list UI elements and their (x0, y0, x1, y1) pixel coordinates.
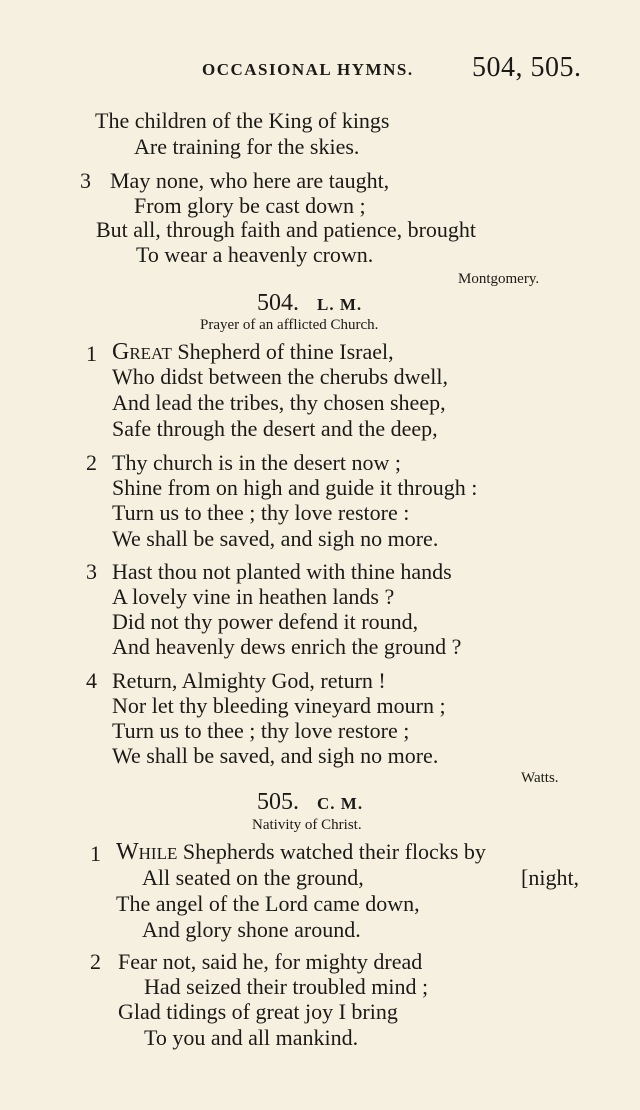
hymn-line: And lead the tribes, thy chosen sheep, (112, 390, 446, 415)
hymn-line: Are training for the skies. (134, 134, 360, 159)
page-numbers: 504, 505. (472, 52, 582, 83)
hymn-line: The angel of the Lord came down, (116, 891, 420, 916)
line-rest: Shepherd of thine Israel, (171, 339, 394, 364)
author-attribution: Montgomery. (458, 271, 540, 287)
hymn-line: A lovely vine in heathen lands ? (112, 584, 395, 609)
hymn-line: Return, Almighty God, return ! (112, 668, 386, 693)
hymn-line: We shall be saved, and sigh no more. (112, 743, 439, 768)
author-attribution: Watts. (521, 770, 559, 786)
hymn-line: To you and all mankind. (144, 1025, 359, 1050)
hymn-line: We shall be saved, and sigh no more. (112, 526, 439, 551)
hymn-line: All seated on the ground, (142, 865, 364, 890)
hymn-line: Who didst between the cherubs dwell, (112, 364, 449, 389)
hymn-line: Turn us to thee ; thy love restore : (112, 500, 410, 525)
line-rest: Shepherds watched their flocks by (177, 839, 486, 864)
hymn-line: The children of the King of kings (95, 108, 390, 133)
drop-word: Great (112, 339, 172, 365)
stanza-number: 2 (90, 949, 101, 974)
hymn-heading (257, 291, 362, 315)
carryover-word: [night, (521, 865, 580, 890)
page-header (0, 52, 640, 82)
hymn-heading (257, 790, 363, 814)
stanza-number: 1 (90, 841, 101, 866)
hymn-subtitle: Nativity of Christ. (252, 817, 362, 833)
stanza-number: 3 (80, 168, 91, 193)
hymn-meter: L. M. (317, 295, 363, 314)
hymn-line: To wear a heavenly crown. (136, 242, 374, 267)
running-title: OCCASIONAL HYMNS. (202, 60, 414, 79)
hymn-line: Thy church is in the desert now ; (112, 450, 401, 475)
hymn-line: And glory shone around. (142, 917, 361, 942)
hymn-line: Turn us to thee ; thy love restore ; (112, 718, 410, 743)
hymn-line: Glad tidings of great joy I bring (118, 999, 398, 1024)
hymn-line: Had seized their troubled mind ; (144, 974, 429, 999)
stanza-number: 3 (86, 559, 97, 584)
drop-word: While (116, 839, 178, 865)
hymn-line: Hast thou not planted with thine hands (112, 559, 452, 584)
hymn-line (116, 840, 486, 864)
hymn-line (112, 340, 394, 364)
hymn-line: From glory be cast down ; (134, 193, 366, 218)
hymn-number: 505. (257, 789, 299, 815)
stanza-number: 1 (86, 341, 97, 366)
hymn-number: 504. (257, 290, 299, 316)
hymn-line: Nor let thy bleeding vineyard mourn ; (112, 693, 446, 718)
hymn-line: May none, who here are taught, (110, 168, 390, 193)
stanza-number: 4 (86, 668, 97, 693)
hymn-line: Shine from on high and guide it through : (112, 475, 478, 500)
hymn-meter: C. M. (317, 794, 364, 813)
hymn-line: Fear not, said he, for mighty dread (118, 949, 423, 974)
hymn-line: Did not thy power defend it round, (112, 609, 419, 634)
hymn-line: But all, through faith and patience, brought (96, 217, 477, 242)
hymn-subtitle: Prayer of an afflicted Church. (200, 317, 379, 333)
hymn-line: And heavenly dews enrich the ground ? (112, 634, 462, 659)
hymn-line: Safe through the desert and the deep, (112, 416, 438, 441)
stanza-number: 2 (86, 450, 97, 475)
